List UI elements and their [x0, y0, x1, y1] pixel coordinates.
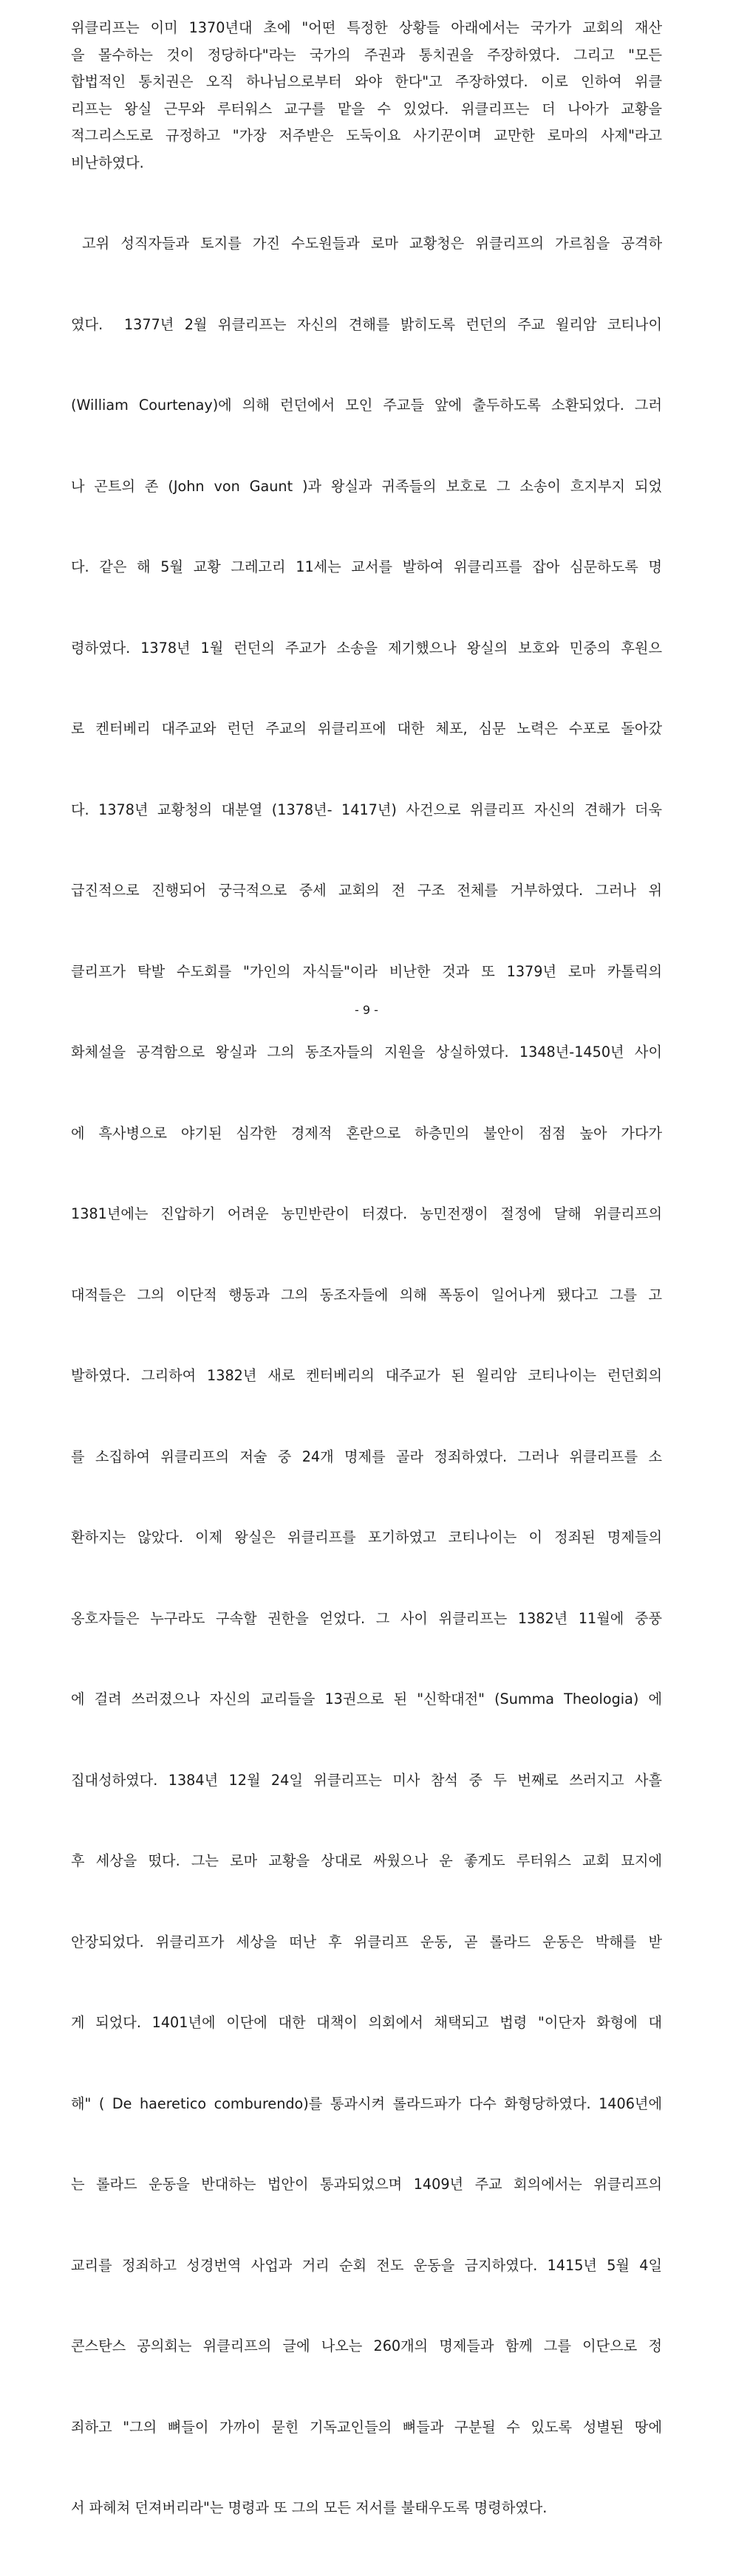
page-number: - 9 -	[355, 1003, 378, 1017]
text-line: 급진적으로 진행되어 궁극적으로 중세 교회의 전 구조 전체를 거부하였다. 그러나 위	[71, 882, 662, 899]
text-line: 고위 성직자들과 토지를 가진 수도원들과 로마 교황청은 위클리프의 가르침을 공격하	[71, 235, 662, 252]
paragraph-1	[71, 15, 662, 177]
text-line: 환하지는 않았다. 이제 왕실은 위클리프를 포기하였고 코티나이는 이 정죄된 명제들의	[71, 1529, 662, 1546]
text-line: 집대성하였다. 1384년 12월 24일 위클리프는 미사 참석 중 두 번째로 쓰러지고 사흘	[71, 1771, 662, 1789]
body-text	[71, 15, 662, 2576]
text-line: 발하였다. 그리하여 1382년 새로 켄터베리의 대주교가 된 윌리암 코티나이는 런던회의	[71, 1367, 662, 1384]
text-line: 에 걸려 쓰러졌으나 자신의 교리들을 13권으로 된 "신학대전" (Summa Theologia) 에	[71, 1690, 662, 1707]
text-line: 1381년에는 진압하기 어려운 농민반란이 터졌다. 농민전쟁이 절정에 달해 위클리프의	[71, 1205, 662, 1222]
text-line: 교리를 정죄하고 성경번역 사업과 거리 순회 전도 운동을 금지하였다. 1415년 5월 4일	[71, 2256, 662, 2274]
text-line: 옹호자들은 누구라도 구속할 권한을 얻었다. 그 사이 위클리프는 1382년 11월에 중풍	[71, 1609, 662, 1627]
text-line: 서 파헤쳐 던져버리라"는 명령과 또 그의 모든 저서를 불태우도록 명령하였다.	[71, 2499, 548, 2516]
text-line: 화체설을 공격함으로 왕실과 그의 동조자들의 지원을 상실하였다. 1348년-1450년 사이	[71, 1044, 662, 1061]
text-line: 게 되었다. 1401년에 이단에 대한 대책이 의회에서 채택되고 법령 "이단자 화형에 대	[71, 2014, 662, 2031]
text-line: 를 소집하여 위클리프의 저술 중 24개 명제를 골라 정죄하였다. 그러나 위클리프를 소	[71, 1448, 662, 1465]
text-line: 는 롤라드 운동을 반대하는 법안이 통과되었으며 1409년 주교 회의에서는 위클리프의	[71, 2176, 662, 2193]
text-line: 대적들은 그의 이단적 행동과 그의 동조자들에 의해 폭동이 일어나게 됐다고 그를 고	[71, 1286, 662, 1304]
text-line: 안장되었다. 위클리프가 세상을 떠난 후 위클리프 운동, 곧 롤라드 운동은 박해를 받	[71, 1933, 662, 1950]
text-line: 합법적인 통치권은 오직 하나님으로부터 와야 한다"고 주장하였다. 이로 인하여 위클	[71, 73, 662, 90]
text-line: 나 곤트의 존 (John von Gaunt )과 왕실과 귀족들의 보호로 그 소송이 흐지부지 되었	[71, 477, 662, 495]
text-line: 였다. 1377년 2월 위클리프는 자신의 견해를 밝히도록 런던의 주교 윌리암 코티나이	[71, 315, 662, 333]
text-line: 다. 1378년 교황청의 대분열 (1378년- 1417년) 사건으로 위클리프 자신의 견해가 더욱	[71, 801, 662, 818]
paragraph-2	[71, 177, 662, 2576]
text-line: 죄하고 "그의 뼈들이 가까이 묻힌 기독교인들의 뼈들과 구분될 수 있도록 성별된 땅에	[71, 2418, 662, 2436]
text-line: (William Courtenay)에 의해 런던에서 모인 주교들 앞에 출두하도록 소환되었다. 그러	[71, 397, 662, 414]
text-line: 적그리스도로 규정하고 "가장 저주받은 도둑이요 사기꾼이며 교만한 로마의 사제"라고	[71, 127, 662, 144]
text-line: 다. 같은 해 5월 교황 그레고리 11세는 교서를 발하여 위클리프를 잡아 심문하도록 명	[71, 558, 662, 575]
text-line: 콘스탄스 공의회는 위클리프의 글에 나오는 260개의 명제들과 함께 그를 이단으로 정	[71, 2337, 662, 2354]
text-line: 로 켄터베리 대주교와 런던 주교의 위클리프에 대한 체포, 심문 노력은 수포로 돌아갔	[71, 720, 662, 737]
text-line: 해" ( De haeretico comburendo)를 통과시켜 롤라드파가 다수 화형당하였다. 1406년에	[71, 2094, 662, 2112]
text-line: 에 흑사병으로 야기된 심각한 경제적 혼란으로 하층민의 불안이 점점 높아 가다가	[71, 1124, 662, 1142]
text-line: 령하였다. 1378년 1월 런던의 주교가 소송을 제기했으나 왕실의 보호와 민중의 후원으	[71, 639, 662, 657]
text-line: 비난하였다.	[71, 154, 144, 171]
text-line: 을 몰수하는 것이 정당하다"라는 국가의 주권과 통치권을 주장하였다. 그리고 "모든	[71, 46, 662, 64]
text-line: 리프는 왕실 근무와 루터워스 교구를 맡을 수 있었다. 위클리프는 더 나아가 교황을	[71, 100, 662, 117]
text-line: 후 세상을 떴다. 그는 로마 교황을 상대로 싸웠으나 운 좋게도 루터워스 교회 묘지에	[71, 1852, 662, 1869]
text-line: 클리프가 탁발 수도회를 "가인의 자식들"이라 비난한 것과 또 1379년 로마 카톨릭의	[71, 962, 662, 980]
text-line: 위클리프는 이미 1370년대 초에 "어떤 특정한 상황들 아래에서는 국가가 교회의 재산	[71, 19, 662, 36]
